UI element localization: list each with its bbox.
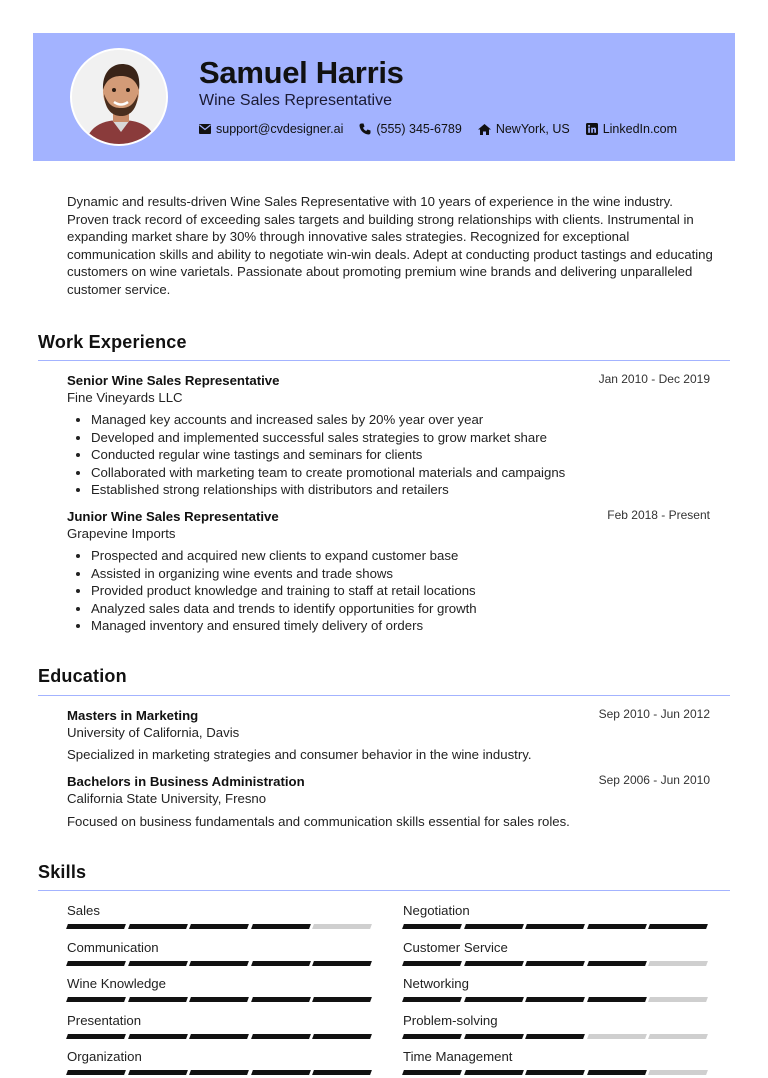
skill-level-bar — [67, 1070, 375, 1075]
skill-level-segment — [251, 961, 310, 966]
skill-name: Time Management — [403, 1049, 513, 1065]
skill-level-segment — [128, 1034, 187, 1039]
skill-level-segment — [128, 924, 187, 929]
contact-linkedin[interactable] — [586, 122, 677, 136]
list-item: Prospected and acquired new clients to expand customer base — [91, 547, 477, 565]
skill-level-segment — [312, 1070, 371, 1075]
list-item: Managed inventory and ensured timely delivery of orders — [91, 617, 477, 635]
degree-title: Bachelors in Business Administration — [67, 774, 305, 789]
skill-name: Networking — [403, 976, 469, 992]
skill-level-segment — [587, 924, 646, 929]
skill-level-segment — [189, 997, 248, 1002]
skill-item — [67, 1049, 375, 1075]
school-name: University of California, Davis — [67, 725, 240, 740]
skill-name: Negotiation — [403, 903, 470, 918]
contact-location[interactable] — [478, 122, 570, 136]
skill-item — [67, 903, 375, 929]
skill-name: Sales — [67, 903, 100, 918]
education-description: Focused on business fundamentals and communication skills essential for sales roles. — [67, 814, 570, 829]
skill-name: Customer Service — [403, 939, 508, 955]
list-item: Collaborated with marketing team to create promotional materials and campaigns — [91, 464, 566, 480]
skill-level-segment — [402, 924, 461, 929]
skill-item — [403, 1049, 711, 1075]
skill-level-segment — [66, 961, 125, 966]
section-divider — [38, 890, 730, 891]
list-item: Managed key accounts and increased sales by 20% year over year — [91, 411, 565, 429]
skill-level-segment — [189, 1070, 248, 1075]
skill-level-bar — [67, 961, 375, 966]
skill-level-bar — [403, 961, 711, 966]
skill-item — [67, 976, 375, 1002]
school-name: California State University, Fresno — [67, 791, 267, 806]
skill-name: Presentation — [67, 1012, 142, 1028]
skill-level-segment — [648, 924, 707, 929]
contact-phone[interactable] — [359, 122, 461, 136]
skill-level-segment — [251, 1034, 310, 1039]
skill-level-bar — [67, 997, 375, 1002]
skill-level-segment — [464, 997, 523, 1002]
skill-level-segment — [464, 924, 523, 929]
skill-level-segment — [66, 924, 125, 929]
skill-level-segment — [464, 1070, 523, 1075]
skill-level-segment — [464, 1034, 523, 1039]
job-title: Junior Wine Sales Representative — [67, 509, 279, 524]
skill-name: Problem-solving — [403, 1012, 498, 1028]
skill-level-segment — [312, 997, 371, 1002]
skill-level-segment — [525, 1034, 584, 1039]
candidate-role: Wine Sales Representative — [199, 92, 392, 109]
skill-level-segment — [587, 1070, 646, 1075]
contact-row — [199, 122, 693, 136]
linkedin-icon — [586, 123, 598, 135]
skill-level-segment — [525, 1070, 584, 1075]
job-company: Grapevine Imports — [67, 526, 176, 541]
skill-item — [403, 976, 711, 1002]
skill-level-segment — [525, 924, 584, 929]
skill-level-segment — [312, 1034, 371, 1039]
skill-level-segment — [66, 1070, 125, 1075]
contact-email-text: support@cvdesigner.ai — [216, 122, 344, 136]
skill-item — [403, 1013, 711, 1039]
section-title-skills: Skills — [38, 862, 87, 882]
list-item: Assisted in organizing wine events and trade shows — [91, 565, 477, 583]
candidate-name: Samuel Harris — [199, 55, 404, 90]
skill-level-segment — [402, 1070, 461, 1075]
skill-level-segment — [189, 961, 248, 966]
avatar — [70, 48, 168, 146]
skill-level-bar — [67, 924, 375, 929]
skill-level-bar — [403, 997, 711, 1002]
skill-level-bar — [403, 1034, 711, 1039]
envelope-icon — [199, 124, 211, 134]
skill-name: Communication — [67, 939, 159, 955]
section-divider — [38, 360, 730, 361]
skill-level-segment — [464, 961, 523, 966]
skill-name: Organization — [67, 1049, 142, 1065]
home-icon — [478, 124, 491, 135]
profile-summary: Dynamic and results-driven Wine Sales Representative with 10 years of experience in the wine industry. Proven track record of exceeding sales targets and building strong relationships with clients. Instrumental in expanding market share by 30% through innovative sales strategies. Recognized for exceptional communication skills and ability to negotiate win-win deals. Adept at conducting product tastings and educating customers on wine varietals. Passionate about promoting premium wine brands and delivering unparalleled customer service. — [67, 194, 713, 297]
education-dates: Sep 2006 - Jun 2010 — [598, 773, 710, 787]
list-item: Conducted regular wine tastings and seminars for clients — [91, 446, 565, 464]
job-company: Fine Vineyards LLC — [67, 390, 183, 405]
list-item: Analyzed sales data and trends to identify opportunities for growth — [91, 600, 477, 616]
skill-level-segment — [587, 1034, 646, 1039]
skill-level-segment — [189, 1034, 248, 1039]
skill-level-segment — [648, 997, 707, 1002]
skill-level-segment — [251, 997, 310, 1002]
education-dates: Sep 2010 - Jun 2012 — [598, 707, 710, 721]
skill-level-segment — [402, 1034, 461, 1039]
contact-linkedin-text: LinkedIn.com — [602, 122, 678, 136]
skill-level-segment — [587, 961, 646, 966]
skill-level-segment — [648, 1034, 707, 1039]
header-banner — [33, 33, 735, 161]
skill-level-bar — [403, 924, 711, 929]
list-item: Developed and implemented successful sales strategies to grow market share — [91, 429, 565, 447]
section-title-work: Work Experience — [38, 332, 187, 352]
skill-level-segment — [128, 961, 187, 966]
skill-level-segment — [128, 997, 187, 1002]
job-dates: Jan 2010 - Dec 2019 — [598, 372, 710, 386]
skill-item — [403, 903, 711, 929]
skill-level-bar — [67, 1034, 375, 1039]
skill-level-segment — [312, 924, 371, 929]
contact-location-text: NewYork, US — [495, 122, 570, 136]
skill-level-segment — [587, 997, 646, 1002]
section-title-education: Education — [38, 666, 127, 686]
skill-level-segment — [128, 1070, 187, 1075]
skill-level-segment — [251, 924, 310, 929]
skill-level-segment — [525, 961, 584, 966]
skill-level-segment — [66, 1034, 125, 1039]
section-divider — [38, 695, 730, 696]
job-dates: Feb 2018 - Present — [607, 508, 710, 522]
skill-level-segment — [312, 961, 371, 966]
skill-level-segment — [648, 1070, 707, 1075]
skill-level-bar — [403, 1070, 711, 1075]
profile-photo — [72, 50, 168, 146]
skill-level-segment — [525, 997, 584, 1002]
education-description: Specialized in marketing strategies and consumer behavior in the wine industry. — [67, 747, 532, 762]
list-item: Provided product knowledge and training to staff at retail locations — [91, 583, 476, 598]
job-bullets — [91, 547, 477, 635]
degree-title: Masters in Marketing — [67, 708, 199, 723]
skill-name: Wine Knowledge — [67, 976, 166, 992]
list-item: Established strong relationships with distributors and retailers — [91, 481, 565, 499]
skill-item — [67, 1013, 375, 1039]
skill-level-segment — [402, 997, 461, 1002]
skill-item — [67, 940, 375, 966]
skill-level-segment — [402, 961, 461, 966]
skill-level-segment — [66, 997, 125, 1002]
contact-phone-text: (555) 345-6789 — [376, 122, 462, 136]
phone-icon — [359, 123, 371, 135]
skill-level-segment — [648, 961, 707, 966]
skill-item — [403, 940, 711, 966]
contact-email[interactable] — [199, 122, 343, 136]
skill-level-segment — [189, 924, 248, 929]
job-bullets — [91, 411, 565, 499]
skill-level-segment — [251, 1070, 310, 1075]
job-title: Senior Wine Sales Representative — [67, 373, 280, 388]
